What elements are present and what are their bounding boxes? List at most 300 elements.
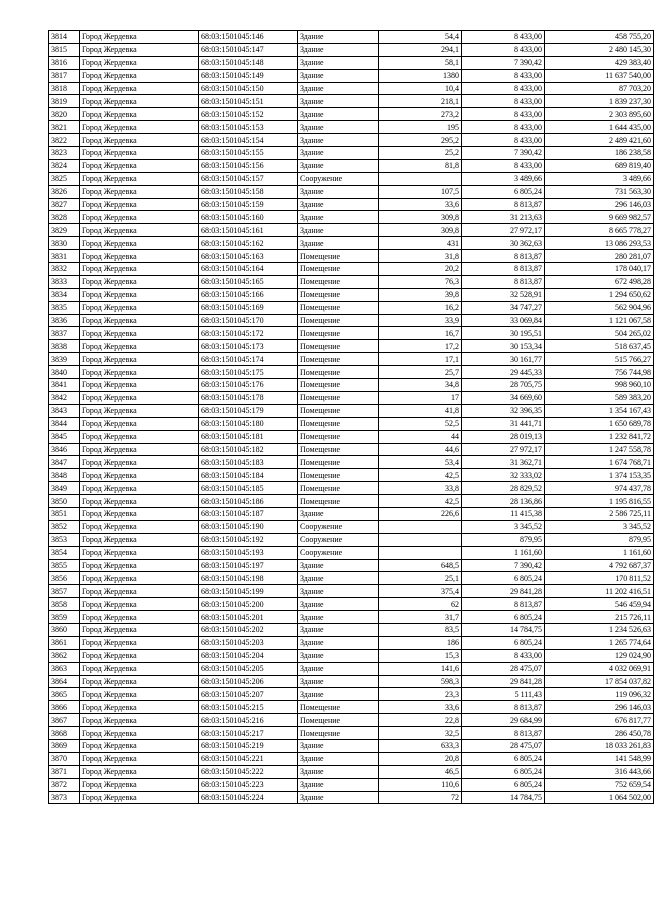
cadastral-value-cell: 4 792 687,37 [545, 559, 654, 572]
cadastral-value-cell: 178 040,17 [545, 263, 654, 276]
cadastral-value-cell: 546 459,94 [545, 598, 654, 611]
locality-cell: Город Жердевка [80, 69, 199, 82]
row-number-cell: 3872 [49, 778, 80, 791]
cadastral-number-cell: 68:03:1501045:199 [199, 585, 298, 598]
locality-cell: Город Жердевка [80, 172, 199, 185]
unit-value-cell: 31 441,71 [462, 417, 545, 430]
table-row [49, 675, 654, 688]
row-number-cell: 3817 [49, 69, 80, 82]
locality-cell: Город Жердевка [80, 288, 199, 301]
locality-cell: Город Жердевка [80, 688, 199, 701]
cadastral-number-cell: 68:03:1501045:159 [199, 198, 298, 211]
object-type-cell: Здание [298, 765, 379, 778]
cadastral-number-cell: 68:03:1501045:162 [199, 237, 298, 250]
cadastral-number-cell: 68:03:1501045:190 [199, 520, 298, 533]
row-number-cell: 3859 [49, 611, 80, 624]
area-cell: 34,8 [379, 379, 462, 392]
unit-value-cell: 28 829,52 [462, 482, 545, 495]
row-number-cell: 3849 [49, 482, 80, 495]
cadastral-number-cell: 68:03:1501045:202 [199, 623, 298, 636]
object-type-cell: Здание [298, 134, 379, 147]
locality-cell: Город Жердевка [80, 185, 199, 198]
cadastral-number-cell: 68:03:1501045:176 [199, 379, 298, 392]
table-row [49, 688, 654, 701]
cadastral-value-cell: 562 904,96 [545, 301, 654, 314]
row-number-cell: 3844 [49, 417, 80, 430]
locality-cell: Город Жердевка [80, 714, 199, 727]
locality-cell: Город Жердевка [80, 379, 199, 392]
table-row [49, 134, 654, 147]
table-row [49, 572, 654, 585]
locality-cell: Город Жердевка [80, 404, 199, 417]
unit-value-cell: 8 433,00 [462, 31, 545, 44]
row-number-cell: 3870 [49, 752, 80, 765]
unit-value-cell: 33 069,84 [462, 314, 545, 327]
table-row [49, 198, 654, 211]
object-type-cell: Помещение [298, 340, 379, 353]
area-cell: 17,1 [379, 353, 462, 366]
row-number-cell: 3826 [49, 185, 80, 198]
area-cell: 16,2 [379, 301, 462, 314]
object-type-cell: Здание [298, 237, 379, 250]
cadastral-value-cell: 87 703,20 [545, 82, 654, 95]
area-cell: 17 [379, 391, 462, 404]
row-number-cell: 3855 [49, 559, 80, 572]
cadastral-value-cell: 215 726,11 [545, 611, 654, 624]
cadastral-number-cell: 68:03:1501045:164 [199, 263, 298, 276]
unit-value-cell: 34 747,27 [462, 301, 545, 314]
object-type-cell: Здание [298, 598, 379, 611]
locality-cell: Город Жердевка [80, 237, 199, 250]
unit-value-cell: 8 433,00 [462, 82, 545, 95]
unit-value-cell: 5 111,43 [462, 688, 545, 701]
area-cell [379, 546, 462, 559]
row-number-cell: 3836 [49, 314, 80, 327]
table-row [49, 649, 654, 662]
object-type-cell: Помещение [298, 456, 379, 469]
object-type-cell: Помещение [298, 366, 379, 379]
area-cell: 1380 [379, 69, 462, 82]
cadastral-number-cell: 68:03:1501045:200 [199, 598, 298, 611]
object-type-cell: Помещение [298, 301, 379, 314]
row-number-cell: 3854 [49, 546, 80, 559]
locality-cell: Город Жердевка [80, 456, 199, 469]
cadastral-value-cell: 13 086 293,53 [545, 237, 654, 250]
locality-cell: Город Жердевка [80, 443, 199, 456]
object-type-cell: Помещение [298, 430, 379, 443]
cadastral-value-cell: 141 548,99 [545, 752, 654, 765]
area-cell: 273,2 [379, 108, 462, 121]
area-cell: 22,8 [379, 714, 462, 727]
object-type-cell: Здание [298, 675, 379, 688]
row-number-cell: 3868 [49, 727, 80, 740]
unit-value-cell: 30 195,51 [462, 327, 545, 340]
row-number-cell: 3820 [49, 108, 80, 121]
cadastral-value-cell: 429 383,40 [545, 56, 654, 69]
cadastral-number-cell: 68:03:1501045:186 [199, 495, 298, 508]
unit-value-cell: 29 841,28 [462, 675, 545, 688]
object-type-cell: Помещение [298, 701, 379, 714]
cadastral-value-cell: 1 121 067,58 [545, 314, 654, 327]
object-type-cell: Помещение [298, 404, 379, 417]
row-number-cell: 3841 [49, 379, 80, 392]
unit-value-cell: 28 705,75 [462, 379, 545, 392]
table-row [49, 237, 654, 250]
table-row [49, 379, 654, 392]
unit-value-cell: 29 445,33 [462, 366, 545, 379]
unit-value-cell: 6 805,24 [462, 611, 545, 624]
area-cell: 294,1 [379, 43, 462, 56]
cadastral-value-cell: 998 960,10 [545, 379, 654, 392]
cadastral-number-cell: 68:03:1501045:153 [199, 121, 298, 134]
unit-value-cell: 8 433,00 [462, 69, 545, 82]
unit-value-cell: 27 972,17 [462, 224, 545, 237]
table-row [49, 314, 654, 327]
object-type-cell: Здание [298, 739, 379, 752]
unit-value-cell: 29 684,99 [462, 714, 545, 727]
table-row [49, 275, 654, 288]
unit-value-cell: 27 972,17 [462, 443, 545, 456]
area-cell: 58,1 [379, 56, 462, 69]
cadastral-number-cell: 68:03:1501045:187 [199, 507, 298, 520]
locality-cell: Город Жердевка [80, 482, 199, 495]
locality-cell: Город Жердевка [80, 675, 199, 688]
object-type-cell: Помещение [298, 327, 379, 340]
table-row [49, 636, 654, 649]
unit-value-cell: 30 153,34 [462, 340, 545, 353]
cadastral-value-cell: 1 294 650,62 [545, 288, 654, 301]
row-number-cell: 3829 [49, 224, 80, 237]
object-type-cell: Здание [298, 636, 379, 649]
cadastral-value-cell: 1 374 153,35 [545, 469, 654, 482]
table-row [49, 69, 654, 82]
cadastral-number-cell: 68:03:1501045:180 [199, 417, 298, 430]
area-cell: 44 [379, 430, 462, 443]
row-number-cell: 3845 [49, 430, 80, 443]
object-type-cell: Здание [298, 559, 379, 572]
locality-cell: Город Жердевка [80, 121, 199, 134]
object-type-cell: Здание [298, 159, 379, 172]
table-row [49, 443, 654, 456]
area-cell: 31,7 [379, 611, 462, 624]
table-row [49, 765, 654, 778]
cadastral-value-cell: 879,95 [545, 533, 654, 546]
cadastral-value-cell: 4 032 069,91 [545, 662, 654, 675]
cadastral-value-cell: 731 563,30 [545, 185, 654, 198]
cadastral-number-cell: 68:03:1501045:174 [199, 353, 298, 366]
row-number-cell: 3846 [49, 443, 80, 456]
cadastral-value-cell: 170 811,52 [545, 572, 654, 585]
unit-value-cell: 8 813,87 [462, 250, 545, 263]
area-cell: 598,3 [379, 675, 462, 688]
cadastral-value-cell: 1 161,60 [545, 546, 654, 559]
table-row [49, 727, 654, 740]
unit-value-cell: 31 213,63 [462, 211, 545, 224]
area-cell: 16,7 [379, 327, 462, 340]
object-type-cell: Помещение [298, 314, 379, 327]
unit-value-cell: 8 813,87 [462, 198, 545, 211]
area-cell: 110,6 [379, 778, 462, 791]
cadastral-value-cell: 280 281,07 [545, 250, 654, 263]
table-body [49, 31, 654, 804]
object-type-cell: Здание [298, 198, 379, 211]
cadastral-number-cell: 68:03:1501045:203 [199, 636, 298, 649]
cadastral-number-cell: 68:03:1501045:158 [199, 185, 298, 198]
cadastral-number-cell: 68:03:1501045:222 [199, 765, 298, 778]
cadastral-number-cell: 68:03:1501045:154 [199, 134, 298, 147]
row-number-cell: 3822 [49, 134, 80, 147]
row-number-cell: 3848 [49, 469, 80, 482]
cadastral-number-cell: 68:03:1501045:185 [199, 482, 298, 495]
area-cell: 62 [379, 598, 462, 611]
unit-value-cell: 8 433,00 [462, 159, 545, 172]
cadastral-number-cell: 68:03:1501045:198 [199, 572, 298, 585]
object-type-cell: Здание [298, 108, 379, 121]
row-number-cell: 3835 [49, 301, 80, 314]
locality-cell: Город Жердевка [80, 778, 199, 791]
table-row [49, 739, 654, 752]
table-row [49, 701, 654, 714]
object-type-cell: Помещение [298, 727, 379, 740]
locality-cell: Город Жердевка [80, 727, 199, 740]
area-cell: 25,2 [379, 147, 462, 160]
row-number-cell: 3832 [49, 263, 80, 276]
unit-value-cell: 6 805,24 [462, 572, 545, 585]
cadastral-value-cell: 752 659,54 [545, 778, 654, 791]
unit-value-cell: 30 161,77 [462, 353, 545, 366]
table-row [49, 211, 654, 224]
area-cell: 633,3 [379, 739, 462, 752]
locality-cell: Город Жердевка [80, 147, 199, 160]
unit-value-cell: 6 805,24 [462, 185, 545, 198]
locality-cell: Город Жердевка [80, 340, 199, 353]
cadastral-value-cell: 689 819,40 [545, 159, 654, 172]
area-cell: 309,8 [379, 211, 462, 224]
cadastral-value-cell: 676 817,77 [545, 714, 654, 727]
cadastral-number-cell: 68:03:1501045:165 [199, 275, 298, 288]
table-row [49, 147, 654, 160]
cadastral-value-cell: 296 146,03 [545, 701, 654, 714]
cadastral-value-cell: 3 345,52 [545, 520, 654, 533]
object-type-cell: Сооружение [298, 520, 379, 533]
table-row [49, 353, 654, 366]
table-row [49, 301, 654, 314]
locality-cell: Город Жердевка [80, 353, 199, 366]
table-row [49, 611, 654, 624]
table-row [49, 31, 654, 44]
row-number-cell: 3869 [49, 739, 80, 752]
unit-value-cell: 8 813,87 [462, 701, 545, 714]
locality-cell: Город Жердевка [80, 82, 199, 95]
area-cell: 648,5 [379, 559, 462, 572]
object-type-cell: Здание [298, 649, 379, 662]
row-number-cell: 3843 [49, 404, 80, 417]
row-number-cell: 3833 [49, 275, 80, 288]
table-row [49, 404, 654, 417]
cadastral-number-cell: 68:03:1501045:221 [199, 752, 298, 765]
object-type-cell: Помещение [298, 379, 379, 392]
cadastral-number-cell: 68:03:1501045:151 [199, 95, 298, 108]
cadastral-value-cell: 119 096,32 [545, 688, 654, 701]
object-type-cell: Здание [298, 185, 379, 198]
object-type-cell: Здание [298, 56, 379, 69]
object-type-cell: Здание [298, 43, 379, 56]
locality-cell: Город Жердевка [80, 598, 199, 611]
area-cell: 32,5 [379, 727, 462, 740]
cadastral-value-cell: 18 033 261,83 [545, 739, 654, 752]
locality-cell: Город Жердевка [80, 275, 199, 288]
table-row [49, 288, 654, 301]
row-number-cell: 3857 [49, 585, 80, 598]
locality-cell: Город Жердевка [80, 95, 199, 108]
locality-cell: Город Жердевка [80, 662, 199, 675]
unit-value-cell: 31 362,71 [462, 456, 545, 469]
unit-value-cell: 8 433,00 [462, 108, 545, 121]
unit-value-cell: 7 390,42 [462, 559, 545, 572]
cadastral-value-cell: 2 586 725,11 [545, 507, 654, 520]
row-number-cell: 3830 [49, 237, 80, 250]
locality-cell: Город Жердевка [80, 572, 199, 585]
locality-cell: Город Жердевка [80, 585, 199, 598]
table-row [49, 662, 654, 675]
cadastral-number-cell: 68:03:1501045:147 [199, 43, 298, 56]
locality-cell: Город Жердевка [80, 56, 199, 69]
object-type-cell: Здание [298, 95, 379, 108]
table-row [49, 56, 654, 69]
table-row [49, 456, 654, 469]
locality-cell: Город Жердевка [80, 520, 199, 533]
unit-value-cell: 32 396,35 [462, 404, 545, 417]
area-cell: 76,3 [379, 275, 462, 288]
area-cell [379, 533, 462, 546]
area-cell: 186 [379, 636, 462, 649]
cadastral-number-cell: 68:03:1501045:169 [199, 301, 298, 314]
row-number-cell: 3815 [49, 43, 80, 56]
object-type-cell: Помещение [298, 714, 379, 727]
row-number-cell: 3838 [49, 340, 80, 353]
cadastral-number-cell: 68:03:1501045:197 [199, 559, 298, 572]
locality-cell: Город Жердевка [80, 417, 199, 430]
unit-value-cell: 6 805,24 [462, 752, 545, 765]
area-cell: 23,3 [379, 688, 462, 701]
object-type-cell: Здание [298, 611, 379, 624]
row-number-cell: 3818 [49, 82, 80, 95]
object-type-cell: Здание [298, 662, 379, 675]
locality-cell: Город Жердевка [80, 327, 199, 340]
object-type-cell: Здание [298, 585, 379, 598]
cadastral-number-cell: 68:03:1501045:178 [199, 391, 298, 404]
cadastral-value-cell: 1 234 526,63 [545, 623, 654, 636]
area-cell: 41,8 [379, 404, 462, 417]
locality-cell: Город Жердевка [80, 250, 199, 263]
cadastral-value-cell: 186 238,58 [545, 147, 654, 160]
cadastral-value-cell: 2 303 895,60 [545, 108, 654, 121]
cadastral-number-cell: 68:03:1501045:166 [199, 288, 298, 301]
cadastral-value-cell: 1 064 502,00 [545, 791, 654, 804]
table-row [49, 185, 654, 198]
table-row [49, 714, 654, 727]
area-cell: 309,8 [379, 224, 462, 237]
unit-value-cell: 8 813,87 [462, 598, 545, 611]
area-cell: 17,2 [379, 340, 462, 353]
unit-value-cell: 6 805,24 [462, 765, 545, 778]
row-number-cell: 3827 [49, 198, 80, 211]
table-row [49, 430, 654, 443]
table-row [49, 533, 654, 546]
locality-cell: Город Жердевка [80, 366, 199, 379]
cadastral-value-table [48, 30, 654, 804]
table-row [49, 778, 654, 791]
area-cell: 33,9 [379, 314, 462, 327]
cadastral-number-cell: 68:03:1501045:184 [199, 469, 298, 482]
object-type-cell: Помещение [298, 495, 379, 508]
row-number-cell: 3842 [49, 391, 80, 404]
table-row [49, 172, 654, 185]
cadastral-number-cell: 68:03:1501045:179 [199, 404, 298, 417]
row-number-cell: 3873 [49, 791, 80, 804]
unit-value-cell: 8 813,87 [462, 727, 545, 740]
unit-value-cell: 6 805,24 [462, 636, 545, 649]
object-type-cell: Помещение [298, 353, 379, 366]
table-row [49, 598, 654, 611]
cadastral-value-cell: 1 232 841,72 [545, 430, 654, 443]
unit-value-cell: 8 433,00 [462, 121, 545, 134]
cadastral-value-cell: 316 443,66 [545, 765, 654, 778]
locality-cell: Город Жердевка [80, 31, 199, 44]
cadastral-value-cell: 589 383,20 [545, 391, 654, 404]
cadastral-number-cell: 68:03:1501045:170 [199, 314, 298, 327]
object-type-cell: Здание [298, 507, 379, 520]
cadastral-value-cell: 1 354 167,43 [545, 404, 654, 417]
area-cell: 33,6 [379, 198, 462, 211]
unit-value-cell: 29 841,28 [462, 585, 545, 598]
object-type-cell: Здание [298, 688, 379, 701]
object-type-cell: Здание [298, 778, 379, 791]
table-row [49, 43, 654, 56]
document-page [48, 30, 651, 804]
locality-cell: Город Жердевка [80, 701, 199, 714]
row-number-cell: 3816 [49, 56, 80, 69]
unit-value-cell: 8 433,00 [462, 95, 545, 108]
row-number-cell: 3840 [49, 366, 80, 379]
unit-value-cell: 8 433,00 [462, 134, 545, 147]
locality-cell: Город Жердевка [80, 108, 199, 121]
area-cell: 83,5 [379, 623, 462, 636]
cadastral-number-cell: 68:03:1501045:205 [199, 662, 298, 675]
row-number-cell: 3865 [49, 688, 80, 701]
row-number-cell: 3871 [49, 765, 80, 778]
row-number-cell: 3821 [49, 121, 80, 134]
cadastral-value-cell: 756 744,98 [545, 366, 654, 379]
unit-value-cell: 1 161,60 [462, 546, 545, 559]
unit-value-cell: 28 475,07 [462, 739, 545, 752]
area-cell: 33,6 [379, 701, 462, 714]
area-cell: 81,8 [379, 159, 462, 172]
cadastral-number-cell: 68:03:1501045:207 [199, 688, 298, 701]
cadastral-value-cell: 286 450,78 [545, 727, 654, 740]
cadastral-number-cell: 68:03:1501045:192 [199, 533, 298, 546]
cadastral-value-cell: 1 839 237,30 [545, 95, 654, 108]
cadastral-value-cell: 11 637 540,00 [545, 69, 654, 82]
locality-cell: Город Жердевка [80, 636, 199, 649]
object-type-cell: Здание [298, 791, 379, 804]
table-row [49, 469, 654, 482]
locality-cell: Город Жердевка [80, 159, 199, 172]
object-type-cell: Здание [298, 752, 379, 765]
cadastral-value-cell: 1 644 435,00 [545, 121, 654, 134]
table-row [49, 108, 654, 121]
cadastral-number-cell: 68:03:1501045:224 [199, 791, 298, 804]
